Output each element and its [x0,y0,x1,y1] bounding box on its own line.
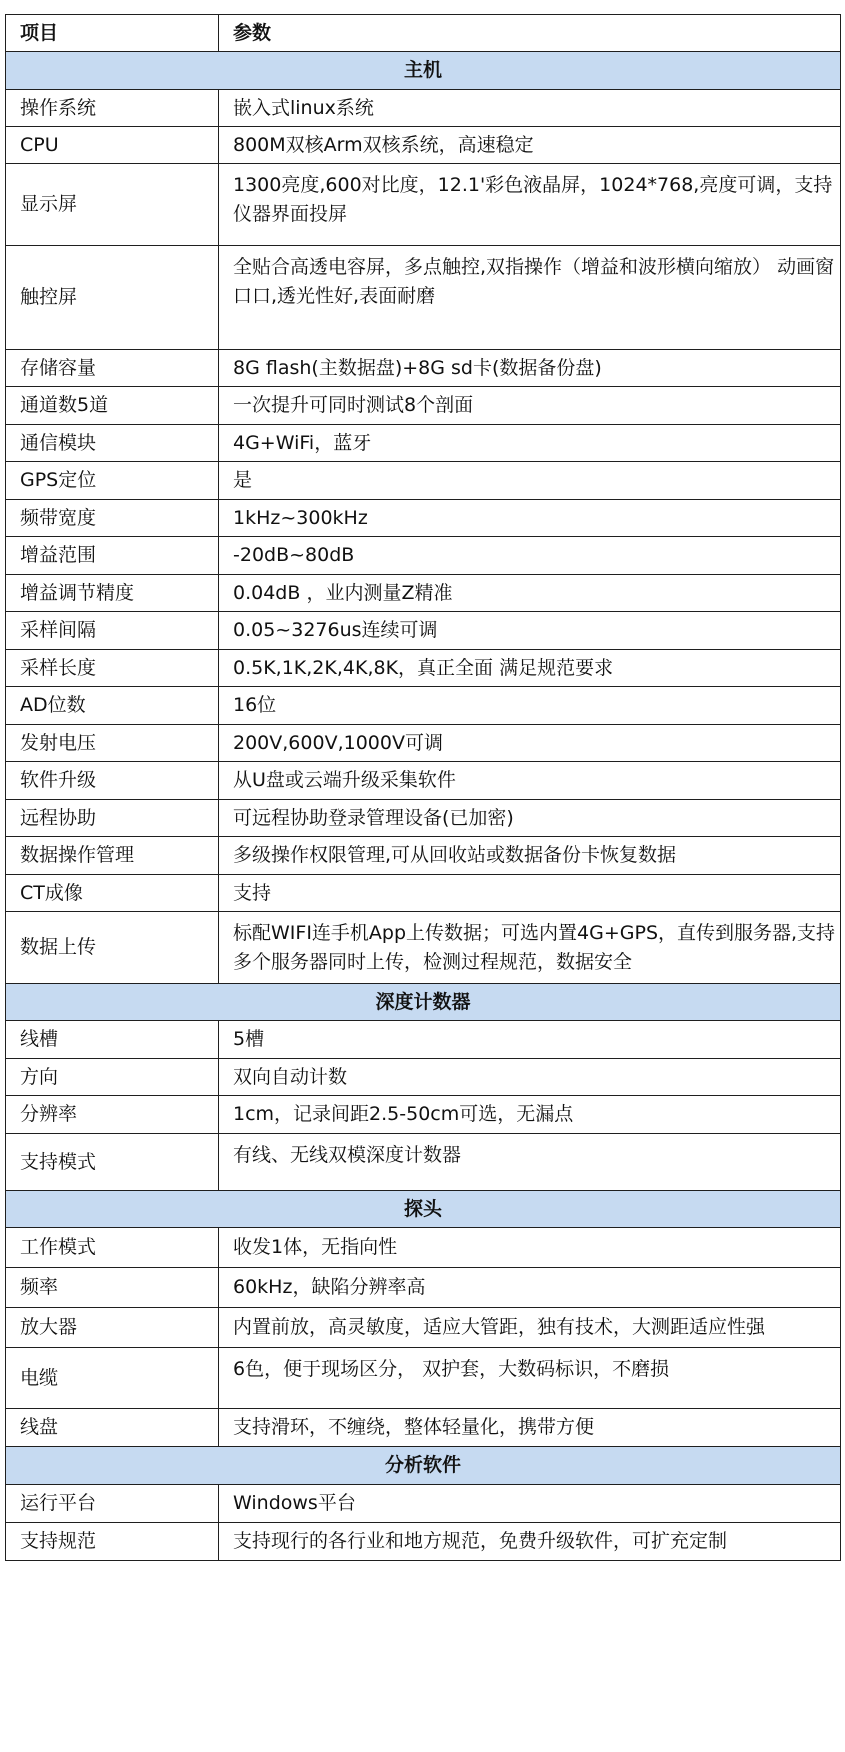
table-row [6,1523,841,1561]
row-value: 标配WIFI连手机App上传数据；可选内置4G+GPS，直传到服务器,支持多个服务器同时上传，检测过程规范，数据安全 [219,912,841,984]
table-row [6,1268,841,1308]
table-row [6,127,841,164]
section-row-host [6,52,841,90]
row-label: 采样间隔 [6,612,219,650]
row-label: 线盘 [6,1409,219,1447]
row-label: 数据上传 [6,912,219,984]
table-row [6,575,841,612]
table-row [6,1485,841,1523]
row-value: 60kHz，缺陷分辨率高 [219,1268,841,1308]
section-row-depth [6,984,841,1021]
row-label: 显示屏 [6,164,219,246]
table-row [6,687,841,725]
table-row [6,1308,841,1348]
row-value: 6色，便于现场区分， 双护套，大数码标识，不磨损 [219,1348,841,1409]
table-row [6,1134,841,1191]
row-value: Windows平台 [219,1485,841,1523]
row-value: 1300亮度,600对比度，12.1'彩色液晶屏，1024*768,亮度可调，支持仪器界面投屏 [219,164,841,246]
row-value: 0.5K,1K,2K,4K,8K，真正全面 满足规范要求 [219,650,841,687]
section-title-software: 分析软件 [6,1447,841,1485]
row-value: -20dB~80dB [219,537,841,575]
row-label: 频率 [6,1268,219,1308]
table-row [6,425,841,462]
row-label: 存储容量 [6,350,219,387]
header-row [6,15,841,52]
table-row [6,387,841,425]
row-value: 4G+WiFi，蓝牙 [219,425,841,462]
table-row [6,612,841,650]
row-value: 从U盘或云端升级采集软件 [219,762,841,800]
table-row [6,462,841,500]
table-row [6,875,841,912]
table-row [6,800,841,837]
row-label: 运行平台 [6,1485,219,1523]
row-value: 嵌入式linux系统 [219,90,841,127]
row-value: 可远程协助登录管理设备(已加密) [219,800,841,837]
row-value: 支持现行的各行业和地方规范，免费升级软件，可扩充定制 [219,1523,841,1561]
table-row [6,650,841,687]
row-value: 8G flash(主数据盘)+8G sd卡(数据备份盘) [219,350,841,387]
row-value: 是 [219,462,841,500]
row-label: CPU [6,127,219,164]
header-param: 参数 [219,15,841,52]
row-value: 5槽 [219,1021,841,1059]
row-label: 方向 [6,1059,219,1096]
table-row [6,164,841,246]
row-label: 软件升级 [6,762,219,800]
section-title-depth: 深度计数器 [6,984,841,1021]
row-label: 线槽 [6,1021,219,1059]
section-title-probe: 探头 [6,1191,841,1228]
table-row [6,1096,841,1134]
row-value: 支持 [219,875,841,912]
table-row [6,1059,841,1096]
row-label: 支持模式 [6,1134,219,1191]
row-label: 工作模式 [6,1228,219,1268]
row-value: 0.04dB ，业内测量Z精准 [219,575,841,612]
spec-table [5,14,841,1561]
row-label: GPS定位 [6,462,219,500]
row-label: 通道数5道 [6,387,219,425]
row-value: 200V,600V,1000V可调 [219,725,841,762]
row-label: AD位数 [6,687,219,725]
table-row [6,246,841,350]
row-label: CT成像 [6,875,219,912]
section-row-probe [6,1191,841,1228]
row-value: 双向自动计数 [219,1059,841,1096]
table-row [6,537,841,575]
row-value: 1kHz~300kHz [219,500,841,537]
row-label: 放大器 [6,1308,219,1348]
table-row [6,837,841,875]
row-value: 支持滑环，不缠绕，整体轻量化，携带方便 [219,1409,841,1447]
row-label: 频带宽度 [6,500,219,537]
row-value: 有线、无线双模深度计数器 [219,1134,841,1191]
row-value: 收发1体，无指向性 [219,1228,841,1268]
table-row [6,1228,841,1268]
row-label: 增益调节精度 [6,575,219,612]
table-row [6,90,841,127]
row-label: 增益范围 [6,537,219,575]
row-label: 数据操作管理 [6,837,219,875]
header-item: 项目 [6,15,219,52]
row-value: 一次提升可同时测试8个剖面 [219,387,841,425]
row-label: 操作系统 [6,90,219,127]
table-row [6,1409,841,1447]
row-label: 通信模块 [6,425,219,462]
table-row [6,500,841,537]
section-title-host: 主机 [6,52,841,90]
row-label: 发射电压 [6,725,219,762]
table-row [6,1348,841,1409]
row-value: 1cm，记录间距2.5-50cm可选，无漏点 [219,1096,841,1134]
table-row [6,762,841,800]
row-label: 触控屏 [6,246,219,350]
row-label: 分辨率 [6,1096,219,1134]
row-value: 全贴合高透电容屏，多点触控,双指操作（增益和波形横向缩放） 动画窗口口,透光性好,表面耐磨 [219,246,841,350]
row-value: 800M双核Arm双核系统，高速稳定 [219,127,841,164]
section-row-software [6,1447,841,1485]
table-row [6,350,841,387]
row-label: 电缆 [6,1348,219,1409]
table-row [6,912,841,984]
row-label: 支持规范 [6,1523,219,1561]
row-value: 多级操作权限管理,可从回收站或数据备份卡恢复数据 [219,837,841,875]
row-value: 16位 [219,687,841,725]
row-label: 采样长度 [6,650,219,687]
row-value: 内置前放，高灵敏度，适应大管距，独有技术，大测距适应性强 [219,1308,841,1348]
row-label: 远程协助 [6,800,219,837]
row-value: 0.05~3276us连续可调 [219,612,841,650]
table-row [6,1021,841,1059]
table-row [6,725,841,762]
